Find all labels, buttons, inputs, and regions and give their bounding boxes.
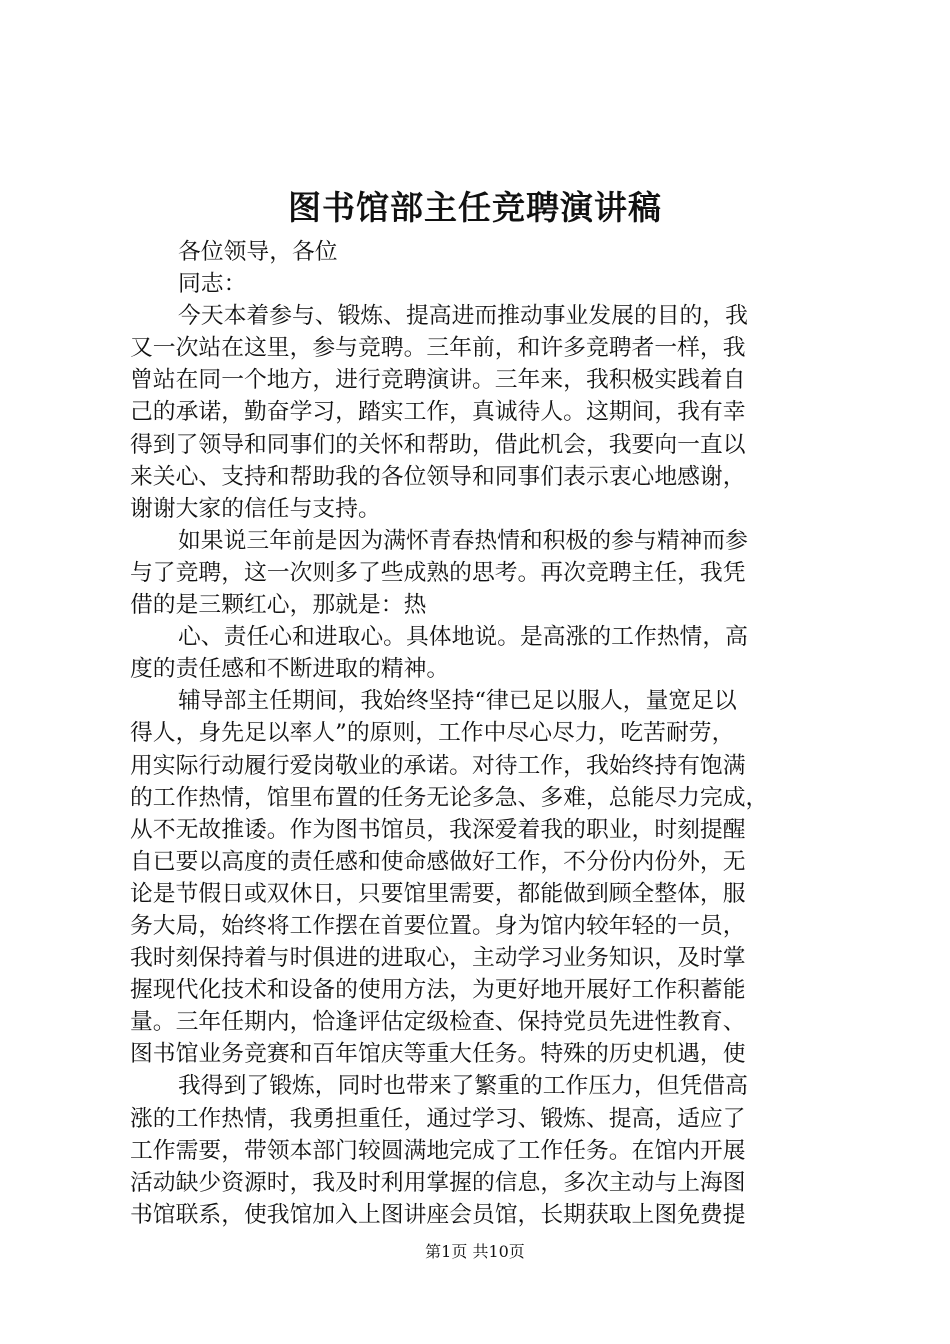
- text-line: 活动缺少资源时，我及时利用掌握的信息，多次主动与上海图: [130, 1169, 746, 1196]
- text-line: 各位领导，各位: [178, 239, 338, 265]
- text-line: 来关心、支持和帮助我的各位领导和同事们表示衷心地感谢，: [130, 463, 746, 490]
- text-line: 与了竞聘，这一次则多了些成熟的思考。再次竞聘主任，我凭: [130, 559, 746, 586]
- page-footer: 第1页 共10页: [425, 1242, 525, 1261]
- text-line: 图书馆业务竞赛和百年馆庆等重大任务。特殊的历史机遇，使: [130, 1041, 746, 1068]
- text-line: 如果说三年前是因为满怀青春热情和积极的参与精神而参: [178, 527, 748, 554]
- text-line: 又一次站在这里，参与竞聘。三年前，和许多竞聘者一样，我: [130, 335, 746, 362]
- text-line: 握现代化技术和设备的使用方法，为更好地开展好工作积蓄能: [130, 977, 746, 1004]
- text-line: 曾站在同一个地方，进行竞聘演讲。三年来，我积极实践着自: [130, 367, 746, 394]
- text-line: 量。三年任期内，恰逢评估定级检查、保持党员先进性教育、: [130, 1009, 746, 1036]
- text-line: 己的承诺，勤奋学习，踏实工作，真诚待人。这期间，我有幸: [130, 399, 746, 426]
- text-line: 同志：: [178, 271, 247, 298]
- text-line: 涨的工作热情，我勇担重任，通过学习、锻炼、提高，适应了: [130, 1105, 746, 1132]
- text-line: 借的是三颗红心，那就是：热: [130, 592, 427, 619]
- text-line: 用实际行动履行爱岗敬业的承诺。对待工作，我始终持有饱满: [130, 752, 746, 779]
- text-line: 度的责任感和不断进取的精神。: [130, 656, 450, 683]
- text-line: 今天本着参与、锻炼、提高进而推动事业发展的目的，我: [178, 303, 748, 330]
- page-title: 图书馆部主任竞聘演讲稿: [288, 188, 662, 227]
- text-line: 自已要以高度的责任感和使命感做好工作，不分份内份外，无: [130, 848, 746, 875]
- text-line: 谢谢大家的信任与支持。: [130, 495, 381, 522]
- text-line: 务大局，始终将工作摆在首要位置。身为馆内较年轻的一员，: [130, 912, 746, 939]
- text-line: 辅导部主任期间，我始终坚持“律已足以服人，量宽足以: [178, 688, 737, 715]
- text-line: 心、责任心和进取心。具体地说。是高涨的工作热情，高: [178, 624, 748, 651]
- text-line: 我得到了锻炼，同时也带来了繁重的工作压力，但凭借高: [178, 1073, 748, 1100]
- text-line: 我时刻保持着与时俱进的进取心，主动学习业务知识，及时掌: [130, 945, 746, 972]
- text-line: 得人，身先足以率人”的原则，工作中尽心尽力，吃苦耐劳，: [130, 720, 735, 747]
- text-line: 的工作热情，馆里布置的任务无论多急、多难，总能尽力完成，: [130, 784, 769, 811]
- text-line: 从不无故推诿。作为图书馆员，我深爱着我的职业，时刻提醒: [130, 816, 746, 843]
- text-line: 书馆联系，使我馆加入上图讲座会员馆，长期获取上图免费提: [130, 1201, 746, 1228]
- text-line: 工作需要，带领本部门较圆满地完成了工作任务。在馆内开展: [130, 1137, 746, 1164]
- text-line: 得到了领导和同事们的关怀和帮助，借此机会，我要向一直以: [130, 431, 746, 458]
- text-line: 论是节假日或双休日，只要馆里需要，都能做到顾全整体，服: [130, 880, 746, 907]
- document-body: [130, 236, 835, 1231]
